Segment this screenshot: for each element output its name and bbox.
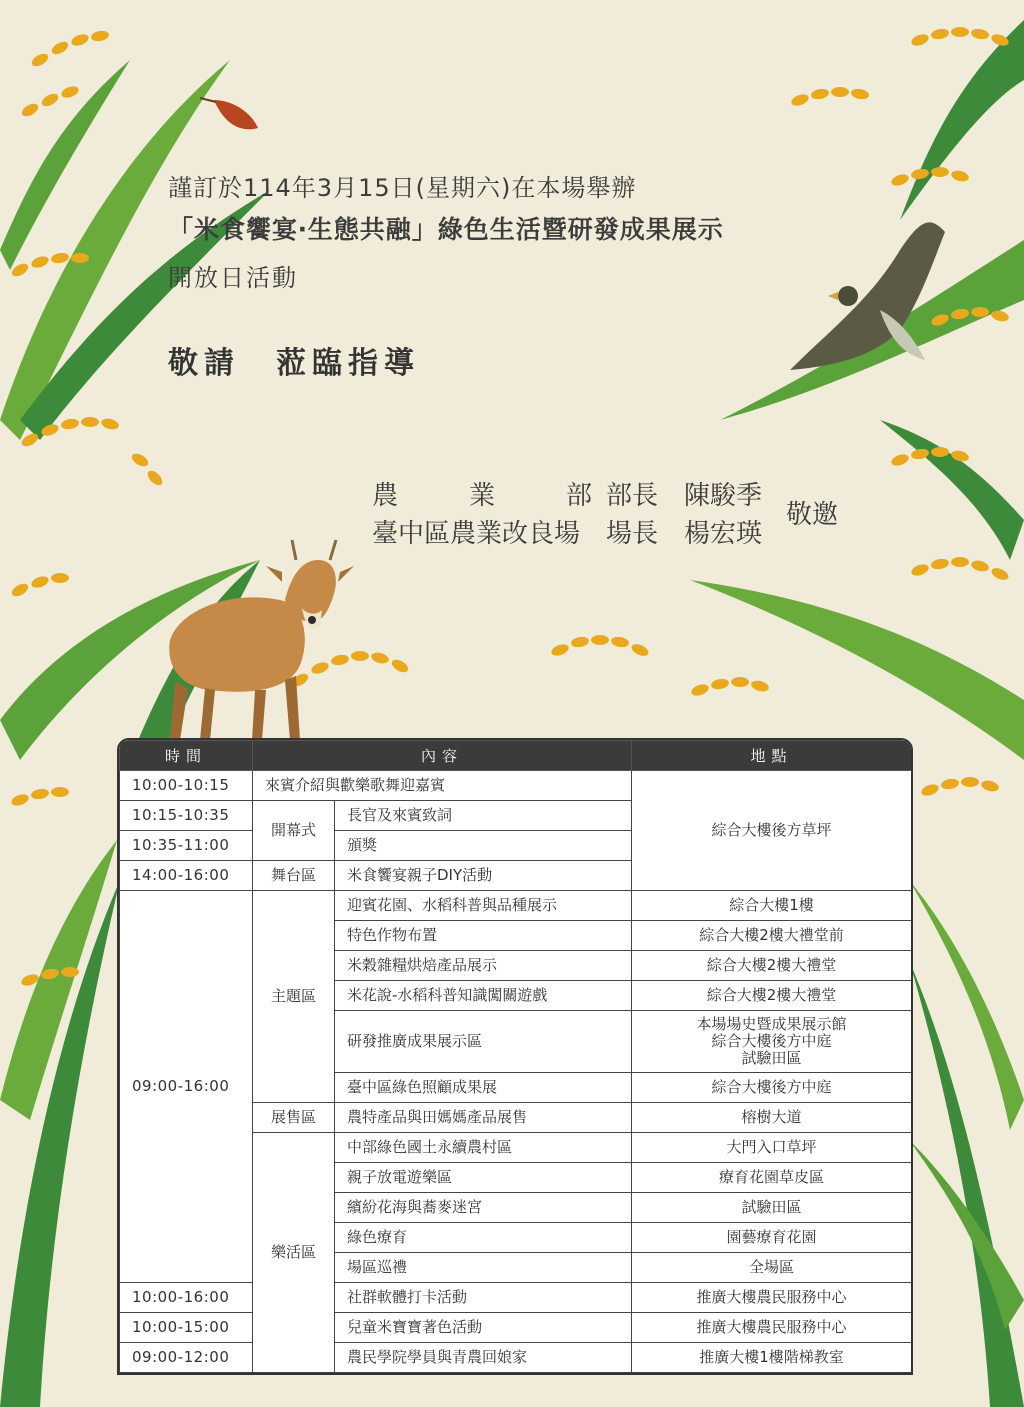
content-cell: 場區巡禮	[335, 1253, 632, 1283]
time-cell: 10:15-10:35	[120, 801, 253, 831]
deer-illustration	[169, 540, 354, 740]
content-cell: 頒獎	[335, 831, 632, 861]
location-cell: 綜合大樓2樓大禮堂	[632, 981, 912, 1011]
time-cell: 09:00-12:00	[120, 1343, 253, 1373]
time-cell: 10:00-15:00	[120, 1313, 253, 1343]
table-row	[120, 1343, 912, 1373]
invite-phrase: 敬請 蒞臨指導	[168, 346, 420, 381]
content-cell: 長官及來賓致詞	[335, 801, 632, 831]
table-row	[120, 891, 912, 921]
location-cell: 綜合大樓1樓	[632, 891, 912, 921]
location-cell: 綜合大樓後方草坪	[632, 771, 912, 891]
content-cell: 社群軟體打卡活動	[335, 1283, 632, 1313]
eagle-illustration	[790, 222, 945, 370]
rice-leaf	[900, 20, 1024, 220]
content-cell: 綠色療育	[335, 1223, 632, 1253]
content-cell: 中部綠色國土永續農村區	[335, 1133, 632, 1163]
location-cell: 園藝療育花園	[632, 1223, 912, 1253]
rice-leaf	[880, 420, 1024, 560]
host-organization: 臺中區農業改良場	[372, 518, 581, 549]
location-line: 綜合大樓後方中庭	[711, 1031, 832, 1050]
time-cell: 14:00-16:00	[120, 861, 253, 891]
content-cell: 來賓介紹與歡樂歌舞迎嘉賓	[253, 771, 632, 801]
location-cell: 推廣大樓1樓階梯教室	[632, 1343, 912, 1373]
header-location: 地點	[632, 741, 912, 771]
location-cell: 推廣大樓農民服務中心	[632, 1313, 912, 1343]
location-cell: 榕樹大道	[632, 1103, 912, 1133]
content-cell: 農特產品與田媽媽產品展售	[335, 1103, 632, 1133]
host-title: 場長	[606, 518, 659, 549]
content-cell: 繽紛花海與蕎麥迷宮	[335, 1193, 632, 1223]
content-cell: 親子放電遊樂區	[335, 1163, 632, 1193]
falling-leaf	[214, 100, 258, 129]
table-header-row	[120, 741, 912, 771]
time-cell: 09:00-16:00	[120, 891, 253, 1283]
content-cell: 農民學院學員與青農回娘家	[335, 1343, 632, 1373]
location-cell: 綜合大樓2樓大禮堂	[632, 951, 912, 981]
location-cell: 療育花園草皮區	[632, 1163, 912, 1193]
location-cell-multiline	[632, 1011, 912, 1073]
table-row	[120, 1313, 912, 1343]
host-name: 楊宏瑛	[684, 518, 763, 549]
location-cell: 推廣大樓農民服務中心	[632, 1283, 912, 1313]
area-cell: 主題區	[253, 891, 335, 1103]
host-title: 部長	[606, 480, 659, 511]
location-cell: 全場區	[632, 1253, 912, 1283]
content-cell: 米食饗宴親子DIY活動	[335, 861, 632, 891]
invitation-line-1: 謹訂於114年3月15日(星期六)在本場舉辦	[168, 174, 637, 202]
location-line: 試驗田區	[741, 1049, 802, 1068]
host-list	[372, 474, 762, 550]
location-cell: 綜合大樓2樓大禮堂前	[632, 921, 912, 951]
area-cell: 舞台區	[253, 861, 335, 891]
header-content: 內容	[253, 741, 632, 771]
table-row	[120, 771, 912, 801]
host-name: 陳駿季	[684, 480, 763, 511]
schedule-table	[117, 738, 913, 1375]
content-cell: 臺中區綠色照顧成果展	[335, 1073, 632, 1103]
closing-text: 敬邀	[786, 500, 839, 530]
host-row	[372, 474, 762, 512]
time-cell: 10:00-10:15	[120, 771, 253, 801]
area-cell: 開幕式	[253, 801, 335, 861]
rice-leaf	[690, 580, 1024, 760]
content-cell: 兒童米寶寶著色活動	[335, 1313, 632, 1343]
event-subtitle: 開放日活動	[168, 264, 298, 292]
time-cell: 10:35-11:00	[120, 831, 253, 861]
event-title: 「米食饗宴‧生態共融」綠色生活暨研發成果展示	[168, 215, 724, 244]
area-cell: 展售區	[253, 1103, 335, 1133]
host-row	[372, 512, 762, 550]
host-organization: 農業部	[372, 480, 592, 511]
table-row	[120, 1283, 912, 1313]
time-cell: 10:00-16:00	[120, 1283, 253, 1313]
location-line: 本場場史暨成果展示館	[696, 1014, 847, 1033]
location-cell: 大門入口草坪	[632, 1133, 912, 1163]
rice-leaf	[909, 960, 1024, 1407]
content-cell: 研發推廣成果展示區	[335, 1011, 632, 1073]
location-cell: 試驗田區	[632, 1193, 912, 1223]
content-cell: 迎賓花園、水稻科普與品種展示	[335, 891, 632, 921]
location-cell: 綜合大樓後方中庭	[632, 1073, 912, 1103]
area-cell: 樂活區	[253, 1133, 335, 1373]
header-time: 時間	[120, 741, 253, 771]
content-cell: 米穀雜糧烘焙產品展示	[335, 951, 632, 981]
content-cell: 特色作物布置	[335, 921, 632, 951]
content-cell: 米花說-水稻科普知識闖關遊戲	[335, 981, 632, 1011]
